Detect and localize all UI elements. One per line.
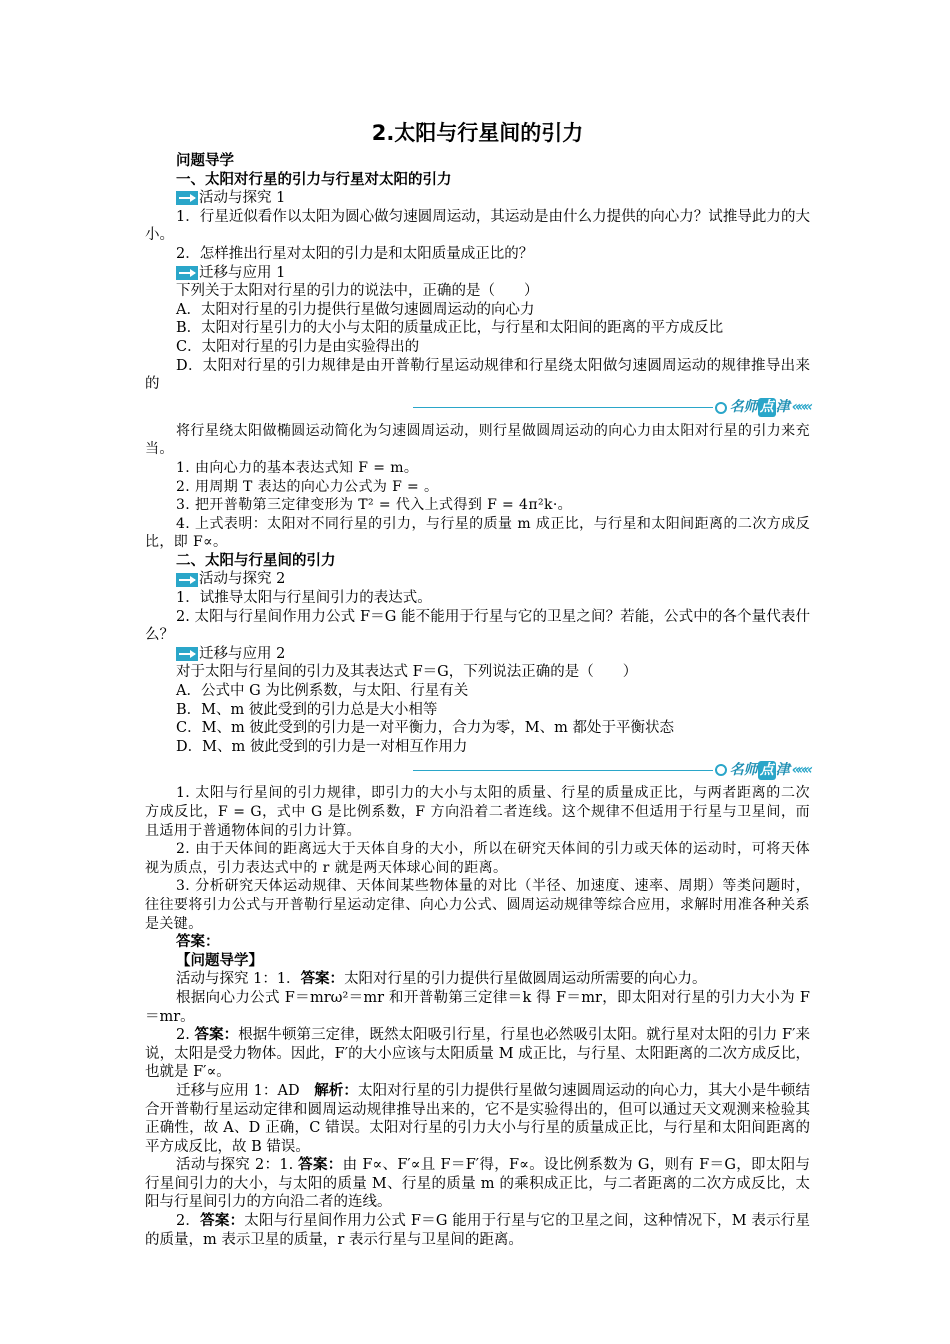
answer-guide: 【问题导学】 bbox=[176, 952, 263, 969]
section-guide: 问题导学 bbox=[176, 153, 234, 169]
activity1-q2: 2．怎样推出行星对太阳的引力是和太阳质量成正比的？ bbox=[176, 245, 534, 262]
application-tag-1: 迁移与应用 1 bbox=[145, 264, 810, 283]
arrow-icon bbox=[176, 191, 198, 205]
activity1-q1: 1．行星近似看作以太阳为圆心做匀速圆周运动，其运动是由什么力提供的向心力？试推导此力的大小。 bbox=[145, 208, 810, 244]
tip2-p1: 1. 太阳与行星间的引力规律，即引力的大小与太阳的质量、行星的质量成正比，与两者距离的二次方成反比，F = G，式中 G 是比例系数，F 方向沿着二者连线。这个规律不但适用于行星与卫星间，而且适用于普通物体间的引力计算。 bbox=[145, 785, 810, 839]
app1-option-b: B．太阳对行星引力的大小与太阳的质量成正比，与行星和太阳间的距离的平方成反比 bbox=[176, 320, 724, 337]
tip-separator-2 bbox=[145, 758, 810, 782]
tip1-p1: 1. 由向心力的基本表达式知 F = m。 bbox=[176, 459, 419, 476]
answer-act2-2: 2．答案：太阳与行星间作用力公式 F＝G 能用于行星与它的卫星之间，这种情况下，M 表示行星的质量，m 表示卫星的质量，r 表示行星与卫星间的距离。 bbox=[145, 1213, 810, 1248]
arrow-icon bbox=[176, 647, 198, 661]
answer-app1: 迁移与应用 1：AD 解析：太阳对行星的引力提供行星做匀速圆周运动的向心力，其大小是牛顿结合开普勒行星运动定律和圆周运动规律推导出来的，它不是实验得出的，但可以通过天文观测来检验其正确性，故 A、D 正确，C 错误。太阳对行星的引力大小与行星的质量成正比，与行星和太阳间距离的平方成反比，故 B 错误。 bbox=[145, 1082, 810, 1155]
tip2-p2: 2. 由于天体间的距离远大于天体自身的大小，所以在研究天体间的引力或天体的运动时，可将天体视为质点，引力表达式中的 r 就是两天体球心间的距离。 bbox=[145, 841, 810, 876]
page-title: 2.太阳与行星间的引力 bbox=[371, 121, 584, 145]
answer-1b: 根据向心力公式 F＝mrω²＝mr 和开普勒第三定律＝k 得 F＝mr，即太阳对行星的引力大小为 F＝mr。 bbox=[145, 989, 810, 1025]
activity2-q1: 1．试推导太阳与行星间引力的表达式。 bbox=[176, 590, 432, 607]
teacher-tip-badge: 名师 点 津 ««« bbox=[713, 398, 810, 417]
app1-option-c: C．太阳对行星的引力是由实验得出的 bbox=[176, 338, 420, 355]
app1-option-a: A．太阳对行星的引力提供行星做匀速圆周运动的向心力 bbox=[176, 301, 535, 318]
app2-option-c: C．M、m 彼此受到的引力是一对平衡力，合力为零，M、m 都处于平衡状态 bbox=[176, 720, 675, 737]
answer-1: 活动与探究 1：1．答案：太阳对行星的引力提供行星做圆周运动所需要的向心力。 bbox=[176, 971, 707, 988]
section-heading-1: 一、太阳对行星的引力与行星对太阳的引力 bbox=[176, 171, 452, 188]
app2-option-d: D．M、m 彼此受到的引力是一对相互作用力 bbox=[176, 738, 468, 755]
teacher-tip-badge: 名师 点 津 ««« bbox=[713, 761, 810, 780]
app1-stem: 下列关于太阳对行星的引力的说法中，正确的是（ ） bbox=[176, 283, 539, 300]
tip-separator-1 bbox=[145, 396, 810, 420]
section-heading-2: 二、太阳与行星间的引力 bbox=[176, 552, 336, 569]
activity2-q2: 2. 太阳与行星间作用力公式 F＝G 能不能用于行星与它的卫星之间？若能，公式中的各个量代表什么？ bbox=[145, 608, 810, 644]
tip2-p3: 3. 分析研究天体运动规律、天体间某些物体量的对比（半径、加速度、速率、周期）等类问题时，往往要将引力公式与开普勒行星运动定律、向心力公式、圆周运动规律等综合应用，求解时用准各种关系是关键。 bbox=[145, 878, 810, 932]
arrow-icon bbox=[176, 266, 198, 280]
tip1-p2: 2. 用周期 T 表达的向心力公式为 F = 。 bbox=[176, 478, 439, 495]
activity-tag-1: 活动与探究 1 bbox=[145, 189, 810, 208]
app2-option-a: A．公式中 G 为比例系数，与太阳、行星有关 bbox=[176, 683, 469, 700]
tip1-p0: 将行星绕太阳做椭圆运动简化为匀速圆周运动，则行星做圆周运动的向心力由太阳对行星的引力来充当。 bbox=[145, 422, 810, 458]
answer-act2-1: 活动与探究 2：1. 答案：由 F∝、F′∝且 F＝F′得，F∝。设比例系数为 G，则有 F＝G，即太阳与行星间引力的大小，与太阳的质量 M、行星的质量 m 的乘积成正比，与二者距离的二次方成反比，太阳与行星间引力的方向沿二者的连线。 bbox=[145, 1157, 810, 1211]
activity-tag-2: 活动与探究 2 bbox=[145, 570, 810, 589]
answer-heading: 答案： bbox=[176, 934, 220, 951]
tip1-p3: 3. 把开普勒第三定律变形为 T² = 代入上式得到 F = 4π²k·。 bbox=[176, 497, 573, 514]
application-tag-2: 迁移与应用 2 bbox=[145, 645, 810, 664]
app2-option-b: B．M、m 彼此受到的引力总是大小相等 bbox=[176, 701, 438, 718]
answer-2: 2. 答案：根据牛顿第三定律，既然太阳吸引行星，行星也必然吸引太阳。就行星对太阳的引力 F′来说，太阳是受力物体。因此，F′的大小应该与太阳质量 M 成正比，与行星、太阳距离的二次方成反比，也就是 F′∝。 bbox=[145, 1027, 810, 1081]
app2-stem: 对于太阳与行星间的引力及其表达式 F＝G，下列说法正确的是（ ） bbox=[176, 664, 638, 681]
tip1-p4: 4. 上式表明：太阳对不同行星的引力，与行星的质量 m 成正比，与行星和太阳间距离的二次方成反比，即 F∝。 bbox=[145, 515, 810, 551]
arrow-icon bbox=[176, 573, 198, 587]
document-page bbox=[145, 118, 810, 1249]
app1-option-d: D．太阳对行星的引力规律是由开普勒行星运动规律和行星绕太阳做匀速圆周运动的规律推导出来的 bbox=[145, 357, 810, 393]
